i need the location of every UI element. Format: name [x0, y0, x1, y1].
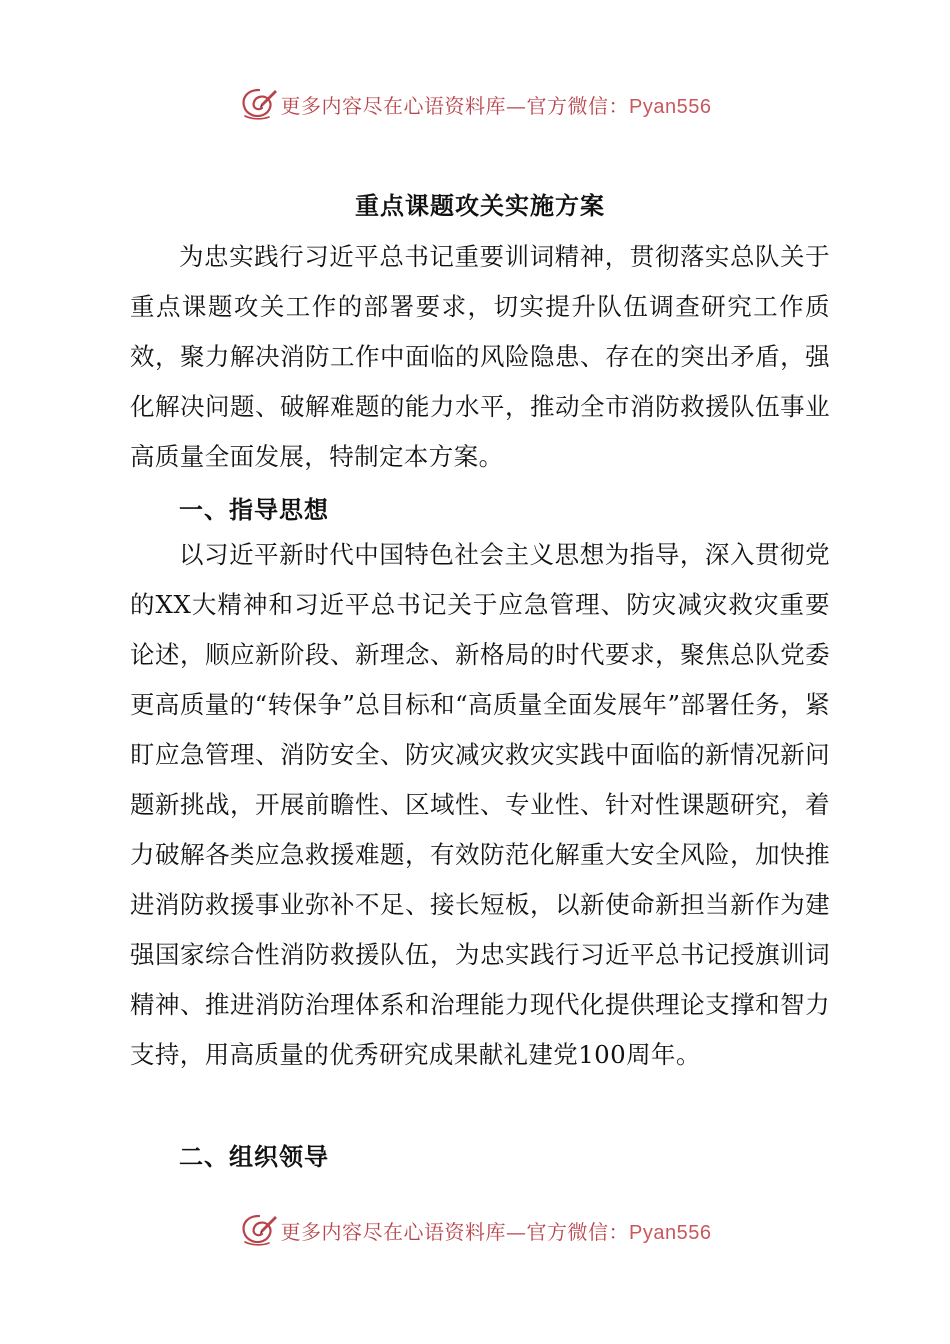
pen-swirl-icon — [239, 86, 279, 122]
section-heading-organization-leadership: 二、组织领导 — [179, 1143, 329, 1171]
watermark-text: 更多内容尽在心语资料库—官方微信： — [280, 1219, 630, 1244]
watermark-wechat-id: Pyan556 — [629, 95, 712, 118]
watermark-text: 更多内容尽在心语资料库—官方微信： — [280, 93, 630, 118]
intro-paragraph: 为忠实践行习近平总书记重要训词精神，贯彻落实总队关于重点课题攻关工作的部署要求，切实提升队伍调查研究工作质效，聚力解决消防工作中面临的风险隐患、存在的突出矛盾，强化解决问题、破解难题的能力水平，推动全市消防救援队伍事业高质量全面发展，特制定本方案。 — [130, 242, 830, 471]
section-heading-guiding-ideology: 一、指导思想 — [179, 496, 329, 524]
watermark-wechat-id: Pyan556 — [629, 1221, 712, 1244]
pen-swirl-icon — [239, 1212, 279, 1248]
header-watermark — [0, 84, 950, 124]
document-title: 重点课题攻关实施方案 — [355, 192, 605, 220]
section-paragraph-guiding-ideology: 以习近平新时代中国特色社会主义思想为指导，深入贯彻党的XX大精神和习近平总书记关于应急管理、防灾减灾救灾重要论述，顺应新阶段、新理念、新格局的时代要求，聚焦总队党委更高质量的“转保争”总目标和“高质量全面发展年”部署任务，紧盯应急管理、消防安全、防灾减灾救灾实践中面临的新情况新问题新挑战，开展前瞻性、区域性、专业性、针对性课题研究，着力破解各类应急救援难题，有效防范化解重大安全风险，加快推进消防救援事业弥补不足、接长短板，以新使命新担当新作为建强国家综合性消防救援队伍，为忠实践行习近平总书记授旗训词精神、推进消防治理体系和治理能力现代化提供理论支撑和智力支持，用高质量的优秀研究成果献礼建党100周年。 — [130, 540, 830, 1069]
footer-watermark — [0, 1210, 950, 1250]
